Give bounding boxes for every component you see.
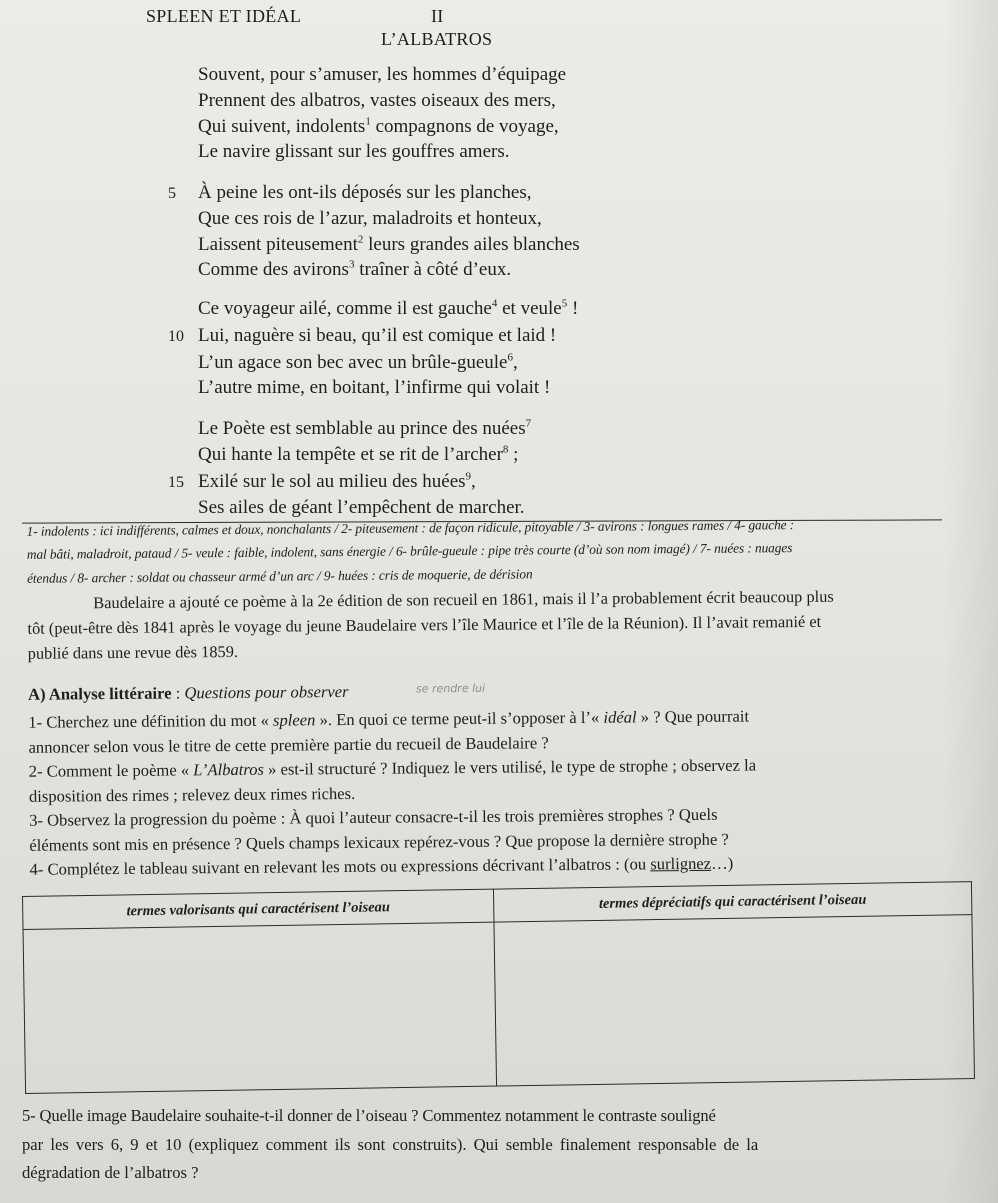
analysis-table: [22, 881, 975, 1094]
q4-text: …): [711, 853, 734, 873]
poem-line-text: ;: [508, 444, 519, 465]
poem-line-text: leurs grandes ailes blanches: [363, 234, 580, 255]
footnote-marker: 7: [525, 417, 532, 430]
poem-line-text: !: [567, 298, 579, 319]
context-paragraph-line: publié dans une revue dès 1859.: [27, 641, 239, 663]
poem-line: [198, 116, 559, 138]
poem-line-text: Qui hante la tempête et se rit de l’archer: [198, 444, 503, 465]
table-header-depreciatifs: termes dépréciatifs qui caractérisent l’oiseau: [493, 882, 972, 923]
poem-line: Que ces rois de l’azur, maladroits et honteux,: [198, 208, 542, 229]
table-cell-valorisants[interactable]: [23, 922, 496, 1093]
q4-text: 4- Complétez le tableau suivant en relevant les mots ou expressions décrivant l’albatros : (ou: [29, 854, 651, 879]
footnote-marker: 9: [465, 470, 472, 483]
analysis-heading-label: A) Analyse littéraire: [27, 683, 172, 704]
q1-text: ». En quoi ce terme peut-il s’opposer à l’«: [315, 707, 604, 730]
poem-line-text: Le Poète est semblable au prince des nuées: [198, 418, 526, 439]
poem-line: [198, 259, 511, 281]
q4-underlined-word: surlignez: [650, 853, 712, 874]
poem-line-text: Exilé sur le sol au milieu des huées: [198, 471, 466, 492]
footnote-marker: 5: [561, 297, 568, 310]
q1-term-spleen: spleen: [272, 710, 316, 730]
footnote-marker: 1: [365, 115, 371, 128]
question-2-line: disposition des rimes ; relevez deux rimes riches.: [28, 783, 356, 806]
poem-line: [198, 471, 476, 493]
handwritten-note: se rendre lui: [415, 681, 486, 696]
poem-line: À peine les ont-ils déposés sur les planches,: [198, 182, 532, 203]
poem-line: [198, 444, 518, 466]
footnote-line: étendus / 8- archer : soldat ou chasseur armé d’un arc / 9- huées : cris de moquerie, de dérision: [26, 566, 533, 586]
poem-line-text: compagnons de voyage,: [370, 116, 559, 137]
analysis-heading-sub: Questions pour observer: [184, 681, 349, 703]
footnote-marker: 4: [491, 297, 498, 310]
poem-line: Le navire glissant sur les gouffres amers.: [198, 141, 510, 162]
q2-text: 2- Comment le poème «: [28, 760, 194, 781]
poem-line-text: et veule: [497, 298, 562, 319]
poem-line: Souvent, pour s’amuser, les hommes d’équipage: [198, 64, 567, 85]
analysis-heading: A) Analyse littéraire : Questions pour observer: [27, 681, 349, 704]
poem-line-text: traîner à côté d’eux.: [354, 259, 512, 280]
poem-line-text: Qui suivent, indolents: [198, 116, 366, 137]
question-5-line: 5- Quelle image Baudelaire souhaite-t-il donner de l’oiseau ? Commentez notamment le contraste souligné: [22, 1106, 716, 1125]
poem-line-text: ,: [471, 471, 476, 492]
question-1-line: annoncer selon vous le titre de cette première partie du recueil de Baudelaire ?: [28, 733, 549, 757]
q1-text: 1- Cherchez une définition du mot «: [28, 710, 274, 732]
q2-text: » est-il structuré ? Indiquez le vers utilisé, le type de strophe ; observez la: [263, 755, 757, 779]
q2-title-ref: L’Albatros: [193, 759, 265, 780]
verse-number: 5: [168, 185, 176, 202]
q1-text: » ? Que pourrait: [636, 706, 750, 727]
verse-number: 15: [168, 474, 184, 491]
poem-title: L’ALBATROS: [381, 29, 493, 49]
poem-line: L’autre mime, en boitant, l’infirme qui volait !: [198, 377, 551, 398]
poem-line: Ses ailes de géant l’empêchent de marcher.: [198, 497, 525, 518]
poem-number: II: [431, 6, 444, 26]
footnote-marker: 2: [357, 233, 364, 246]
poem-line: [198, 418, 531, 440]
context-paragraph-line: tôt (peut-être dès 1841 après le voyage du jeune Baudelaire vers l’île Maurice et l’île de la Réunion). Il l’avait remanié et: [27, 611, 822, 638]
question-3-line: éléments sont mis en présence ? Quels champs lexicaux repérez-vous ? Que propose la dernière strophe ?: [29, 829, 729, 855]
poem-line: Prennent des albatros, vastes oiseaux des mers,: [198, 90, 556, 111]
table-header-valorisants: termes valorisants qui caractérisent l’oiseau: [23, 889, 494, 929]
poem-line-text: Ce voyageur ailé, comme il est gauche: [198, 298, 492, 319]
poem-line: [198, 352, 518, 374]
poem-line-text: L’un agace son bec avec un brûle-gueule: [198, 352, 508, 373]
section-title: SPLEEN ET IDÉAL: [146, 6, 302, 26]
question-5-line: par les vers 6, 9 et 10 (expliquez comment ils sont construits). Qui semble finalement responsable de la: [22, 1135, 759, 1154]
q1-term-ideal: idéal: [603, 707, 637, 727]
footnote-line: 1- indolents : ici indifférents, calmes et doux, nonchalants / 2- piteusement : de façon ridicule, pitoyable / 3- avirons : longues rames / 4- gauche :: [26, 517, 795, 539]
question-5-line: dégradation de l’albatros ?: [22, 1163, 199, 1182]
footnote-marker: 8: [502, 443, 509, 456]
table-cell-depreciatifs[interactable]: [494, 915, 975, 1086]
poem-line: [198, 298, 578, 320]
poem-line: Lui, naguère si beau, qu’il est comique et laid !: [198, 325, 557, 346]
context-paragraph-line: Baudelaire a ajouté ce poème à la 2e édition de son recueil en 1861, mais il l’a probablement écrit beaucoup plus: [93, 586, 834, 613]
poem-line-text: Comme des avirons: [198, 259, 349, 280]
verse-number: 10: [168, 328, 184, 345]
poem-line: [198, 234, 580, 256]
footnote-marker: 6: [507, 351, 513, 364]
question-3-line: 3- Observez la progression du poème : À quoi l’auteur consacre-t-il les trois premières strophes ? Quels: [29, 804, 718, 830]
footnote-line: mal bâti, maladroit, pataud / 5- veule : faible, indolent, sans énergie / 6- brûle-gueule : pipe très courte (d’où son nom imagé) / 7- nuées : nuages: [26, 540, 793, 562]
poem-line-text: Laissent piteusement: [198, 234, 358, 255]
poem-line-text: ,: [513, 352, 518, 373]
footnote-marker: 3: [348, 258, 355, 271]
